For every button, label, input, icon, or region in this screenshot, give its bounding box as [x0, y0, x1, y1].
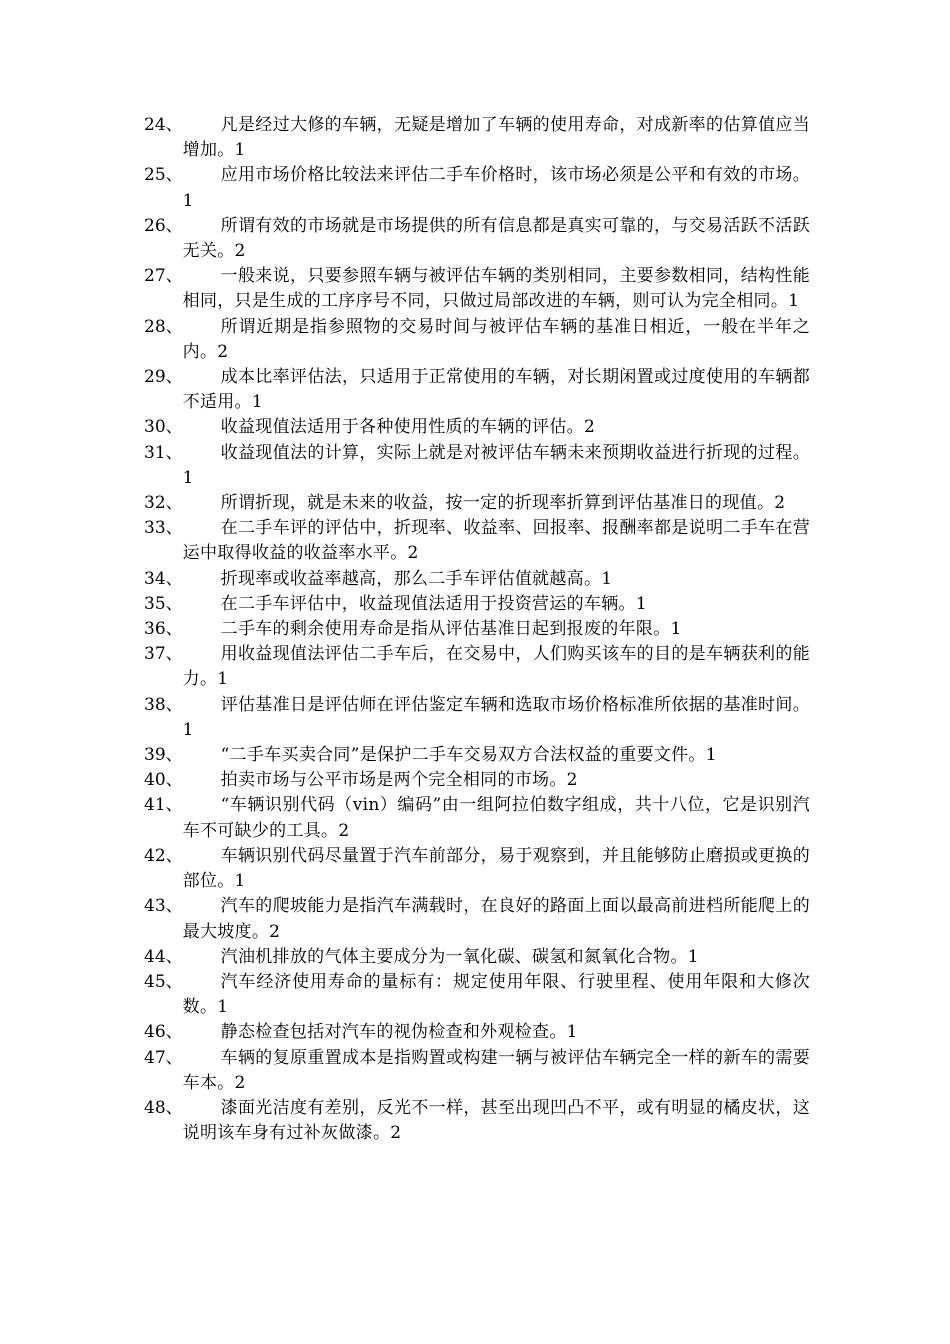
question-text: “车辆识别代码（vin）编码”由一组阿拉伯数字组成，共十八位，它是识别汽车不可缺少的工具。2 [182, 795, 810, 841]
question-item [144, 567, 810, 592]
question-number: 44、 [144, 946, 183, 967]
question-item [144, 491, 810, 516]
question-text: 收益现值法适用于各种使用性质的车辆的评估。2 [220, 417, 596, 438]
question-number: 42、 [144, 845, 183, 866]
question-text: 成本比率评估法，只适用于正常使用的车辆，对长期闲置或过度使用的车辆都不适用。1 [182, 367, 810, 413]
question-item [144, 1096, 810, 1146]
question-number: 34、 [144, 568, 183, 589]
question-item [144, 365, 810, 415]
question-number: 28、 [144, 316, 183, 337]
question-number: 39、 [144, 745, 183, 766]
question-number: 47、 [144, 1047, 183, 1068]
question-item [144, 617, 810, 642]
question-item [144, 642, 810, 692]
question-number: 45、 [144, 971, 183, 992]
question-list [144, 113, 810, 1146]
question-number: 36、 [144, 619, 183, 640]
question-item [144, 516, 810, 566]
question-text: 所谓有效的市场就是市场提供的所有信息都是真实可靠的，与交易活跃不活跃无关。2 [182, 215, 810, 262]
question-text: 车辆识别代码尽量置于汽车前部分，易于观察到，并且能够防止磨损或更换的部位。1 [182, 845, 810, 892]
question-number: 43、 [144, 896, 183, 917]
question-item [144, 844, 810, 894]
question-text: 应用市场价格比较法来评估二手车价格时，该市场必须是公平和有效的市场。1 [182, 165, 810, 211]
question-number: 46、 [144, 1022, 183, 1043]
question-item [144, 592, 810, 617]
question-text: 用收益现值法评估二手车后，在交易中，人们购买该车的目的是车辆获利的能力。1 [182, 644, 810, 690]
question-item [144, 693, 810, 743]
question-text: 评估基准日是评估师在评估鉴定车辆和选取市场价格标准所依据的基准时间。1 [182, 694, 810, 740]
question-item [144, 1020, 810, 1045]
question-number: 35、 [144, 593, 183, 614]
question-item [144, 264, 810, 314]
question-text: 在二手车评的评估中，折现率、收益率、回报率、报酬率都是说明二手车在营运中取得收益的收益率水平。2 [182, 518, 810, 564]
question-item [144, 214, 810, 264]
question-item [144, 945, 810, 970]
question-number: 32、 [144, 493, 183, 514]
question-item [144, 1046, 810, 1096]
question-text: “二手车买卖合同”是保护二手车交易双方合法权益的重要文件。1 [220, 745, 717, 766]
question-number: 31、 [144, 442, 183, 463]
question-number: 24、 [144, 115, 183, 135]
question-item [144, 793, 810, 843]
question-number: 33、 [144, 518, 183, 539]
question-text: 凡是经过大修的车辆，无疑是增加了车辆的使用寿命，对成新率的估算值应当增加。1 [182, 115, 810, 161]
question-text: 漆面光洁度有差别，反光不一样，甚至出现凹凸不平，或有明显的橘皮状，这说明该车身有过补灰做漆。2 [182, 1097, 810, 1144]
question-item [144, 743, 810, 768]
question-number: 48、 [144, 1097, 183, 1118]
question-text: 车辆的复原重置成本是指购置或构建一辆与被评估车辆完全一样的新车的需要车本。2 [182, 1047, 810, 1093]
question-text: 一般来说，只要参照车辆与被评估车辆的类别相同，主要参数相同，结构性能相同，只是生成的工序序号不同，只做过局部改进的车辆，则可认为完全相同。1 [182, 266, 810, 312]
question-text: 在二手车评估中，收益现值法适用于投资营运的车辆。1 [220, 593, 647, 614]
question-text: 拍卖市场与公平市场是两个完全相同的市场。2 [220, 770, 578, 791]
question-text: 静态检查包括对汽车的视伪检查和外观检查。1 [220, 1022, 578, 1043]
question-item [144, 441, 810, 491]
question-item [144, 315, 810, 365]
question-text: 汽车的爬坡能力是指汽车满载时，在良好的路面上面以最高前进档所能爬上的最大坡度。2 [182, 896, 810, 942]
question-text: 二手车的剩余使用寿命是指从评估基准日起到报废的年限。1 [220, 619, 682, 640]
question-item [144, 163, 810, 213]
question-text: 所谓近期是指参照物的交易时间与被评估车辆的基准日相近，一般在半年之内。2 [182, 316, 810, 362]
question-item [144, 768, 810, 793]
question-text: 所谓折现，就是未来的收益，按一定的折现率折算到评估基准日的现值。2 [220, 493, 786, 514]
question-item [144, 970, 810, 1020]
question-text: 汽油机排放的气体主要成分为一氧化碳、碳氢和氮氧化合物。1 [220, 946, 699, 967]
question-text: 折现率或收益率越高，那么二手车评估值就越高。1 [220, 568, 613, 589]
question-number: 37、 [144, 644, 183, 665]
question-number: 27、 [144, 266, 183, 287]
question-item [144, 415, 810, 440]
question-text: 收益现值法的计算，实际上就是对被评估车辆未来预期收益进行折现的过程。1 [182, 442, 810, 488]
question-item [144, 113, 810, 163]
question-text: 汽车经济使用寿命的量标有：规定使用年限、行驶里程、使用年限和大修次数。1 [182, 971, 810, 1018]
question-item [144, 894, 810, 944]
question-number: 40、 [144, 770, 183, 791]
question-number: 30、 [144, 417, 183, 438]
question-number: 29、 [144, 367, 183, 388]
question-number: 25、 [144, 165, 183, 186]
question-number: 41、 [144, 795, 183, 816]
question-number: 38、 [144, 694, 183, 715]
question-number: 26、 [144, 215, 183, 236]
